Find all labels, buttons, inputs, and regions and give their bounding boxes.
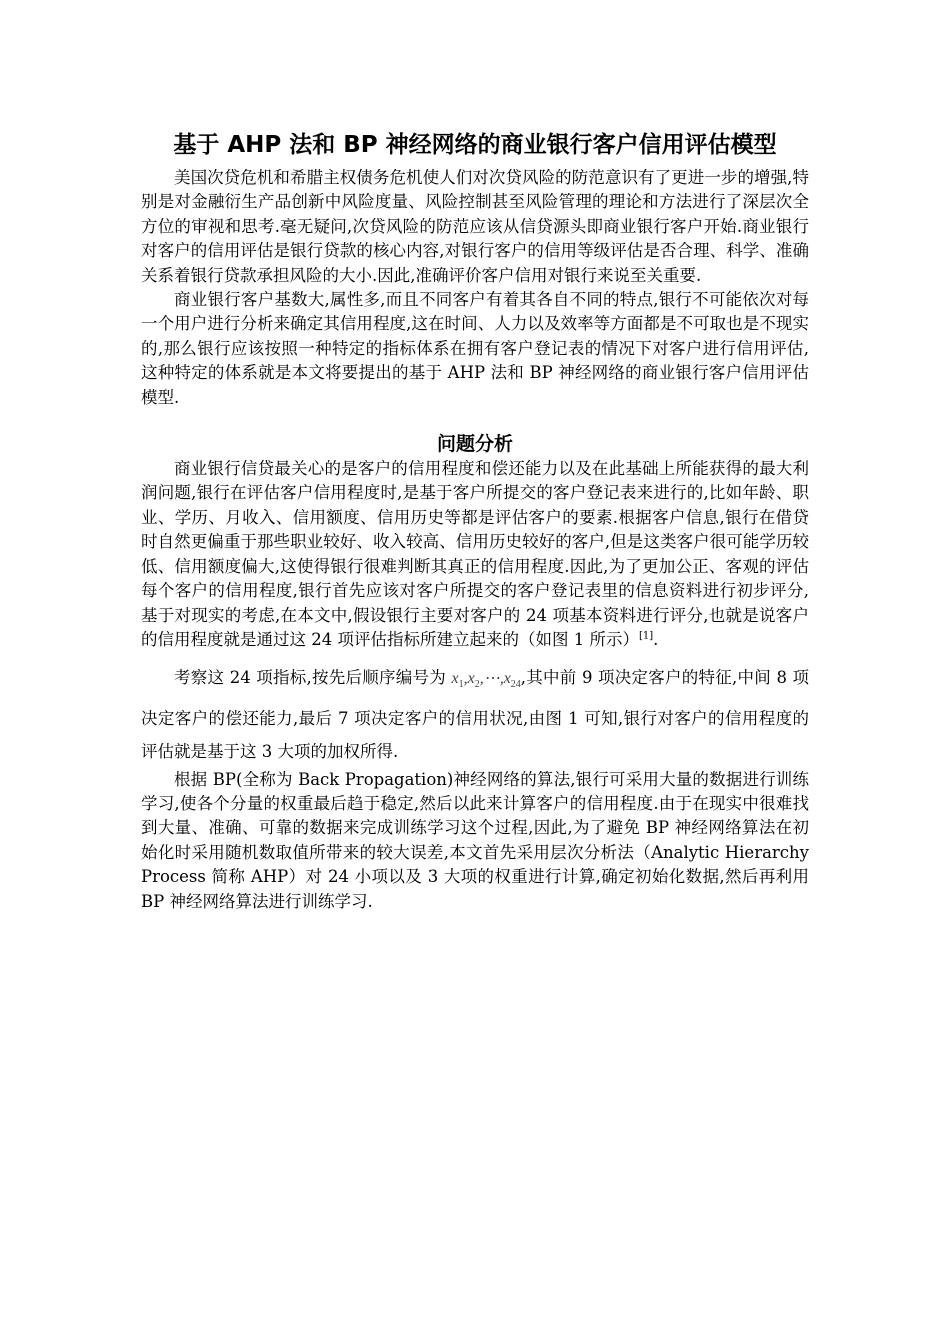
math-var-x24: x <box>503 670 511 688</box>
math-comma-1: , <box>463 670 468 688</box>
math-sub-1: 1 <box>458 679 464 691</box>
math-sub-24: 24 <box>510 679 521 691</box>
analysis-paragraph-3: 根据 BP(全称为 Back Propagation)神经网络的算法,银行可采用大量的数据进行训练学习,使各个分量的权重最后趋于稳定,然后以此来计算客户的信用程度.由于在现实中很难找到大量、准确、可靠的数据来完成训练学习这个过程,因此,为了避免 BP 神经网络算法在初始化时采用随机数取值所带来的较大误差,本文首先采用层次分析法（Analytic Hierarchy Process 简称 AHP）对 24 小项以及 3 大项的权重进行计算,确定初始化数据,然后再利用 BP 神经网络算法进行训练学习. <box>141 769 809 911</box>
section-heading: 问题分析 <box>436 433 513 456</box>
document-page <box>141 130 809 914</box>
math-sub-2: 2 <box>474 679 480 691</box>
paper-title: 基于 AHP 法和 BP 神经网络的商业银行客户信用评估模型 <box>173 132 777 158</box>
analysis-paragraph-2-rest: ,其中前 9 项决定客户的特征,中间 8 项决定客户的偿还能力,最后 7 项决定客户的信用状况,由图 1 可知,银行对客户的信用程度的评估就是基于这 3 大项的加权所得. <box>141 668 809 761</box>
analysis-paragraph-1 <box>141 457 809 652</box>
analysis-paragraph-2-lead: 考察这 24 项指标,按先后顺序编号为 <box>174 668 452 688</box>
analysis-paragraph-2 <box>141 661 809 767</box>
math-var-x1: x <box>451 670 459 688</box>
math-var-x2: x <box>467 670 475 688</box>
intro-paragraph-2: 商业银行客户基数大,属性多,而且不同客户有着其各自不同的特点,银行不可能依次对每一个用户进行分析来确定其信用程度,这在时间、人力以及效率等方面都是不可取也是不现实的,那么银行应该按照一种特定的指标体系在拥有客户登记表的情况下对客户进行信用评估,这种特定的体系就是本文将要提出的基于 AHP 法和 BP 神经网络的商业银行客户信用评估模型. <box>141 290 809 407</box>
citation-ref[interactable]: [1] <box>638 630 654 642</box>
intro-paragraph-1: 美国次贷危机和希腊主权债务危机使人们对次贷风险的防范意识有了更进一步的增强,特别是对金融衍生产品创新中风险度量、风险控制甚至风险管理的理论和方法进行了深层次全方位的审视和思考.毫无疑问,次贷风险的防范应该从信贷源头即商业银行客户开始.商业银行对客户的信用评估是银行贷款的核心内容,对银行客户的信用等级评估是否合理、科学、准确关系着银行贷款承担风险的大小.因此,准确评价客户信用对银行来说至关重要. <box>141 168 809 285</box>
index-sequence-formula <box>451 670 521 691</box>
analysis-paragraph-1-text: 商业银行信贷最关心的是客户的信用程度和偿还能力以及在此基础上所能获得的最大利润问题,银行在评估客户信用程度时,是基于客户所提交的客户登记表来进行的,比如年龄、职业、学历、月收入、信用额度、信用历史等都是评估客户的要素.根据客户信息,银行在借贷时自然更偏重于那些职业较好、收入较高、信用历史较好的客户,但是这类客户很可能学历较低、信用额度偏大,这使得银行很难判断其真正的信用程度.因此,为了更加公正、客观的评估每个客户的信用程度,银行首先应该对客户所提交的客户登记表里的信息资料进行初步评分,基于对现实的考虑,在本文中,假设银行主要对客户的 24 项基本资料进行评分,也就是说客户的信用程度就是通过这 24 项评估指标所建立起来的（如图 1 所示） <box>141 459 809 649</box>
analysis-paragraph-1-end: . <box>653 629 659 649</box>
math-ellipsis: ,⋯, <box>479 670 504 688</box>
